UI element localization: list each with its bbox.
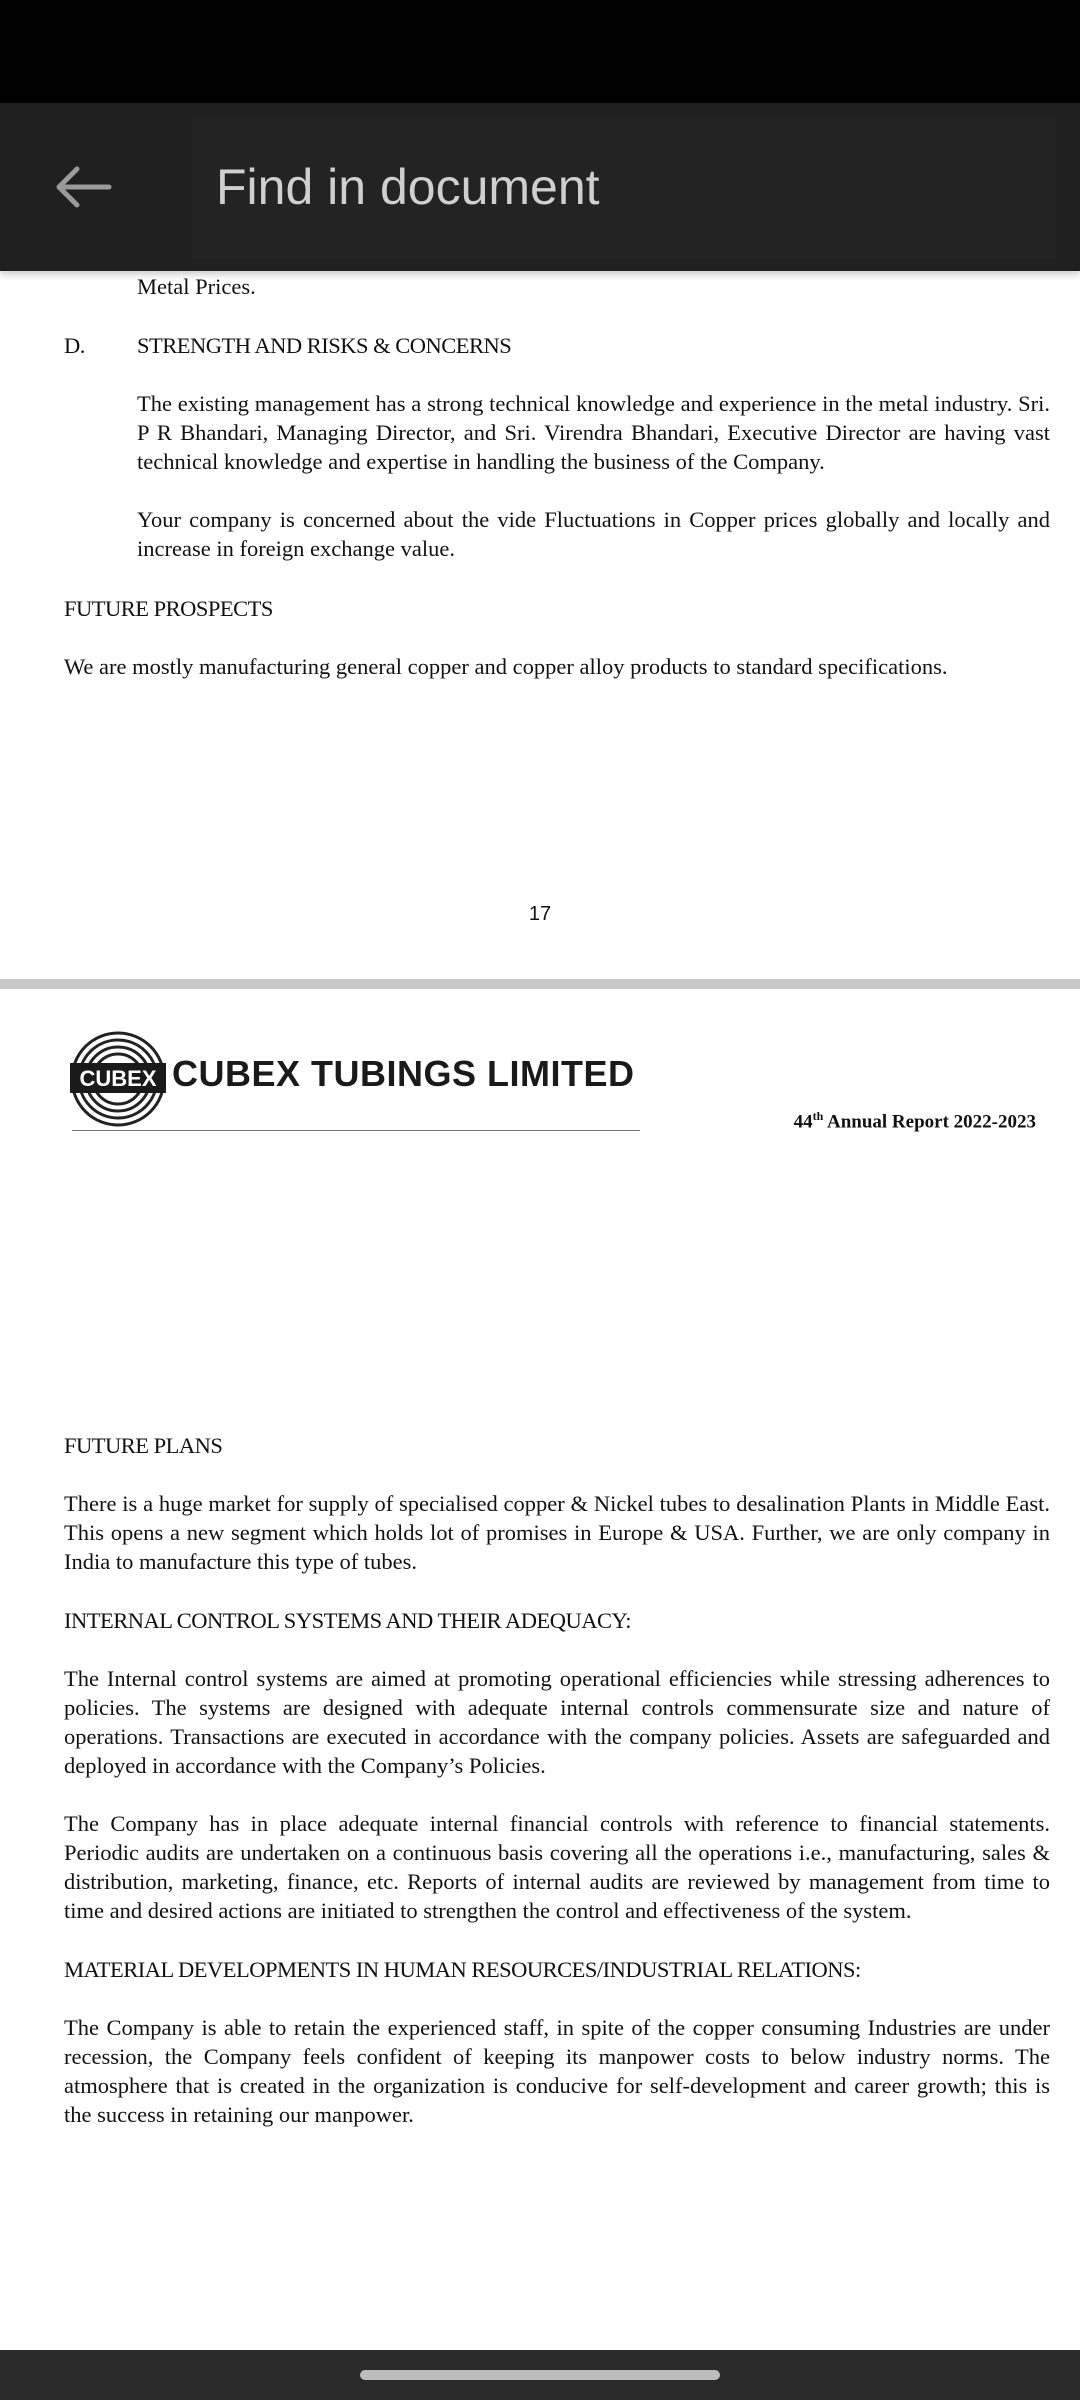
home-gesture-handle[interactable] bbox=[360, 2370, 720, 2380]
company-name: CUBEX TUBINGS LIMITED bbox=[172, 1053, 635, 1094]
section-heading: FUTURE PROSPECTS bbox=[64, 596, 273, 621]
paragraph: The Internal control systems are aimed at promoting operational efficiencies while stressing adherences to policies. The systems are designed with adequate internal controls commensurate size and nature of operations. Transactions are executed in accordance with the company policies. Assets are safeguarded and deployed in accordance with the Company’s Policies. bbox=[64, 1666, 1050, 1778]
paragraph: Your company is concerned about the vide Fluctuations in Copper prices globally and locally and increase in foreign exchange value. bbox=[137, 507, 1050, 561]
section-heading: INTERNAL CONTROL SYSTEMS AND THEIR ADEQUACY: bbox=[64, 1608, 631, 1633]
report-title bbox=[794, 1109, 1036, 1133]
page-divider bbox=[0, 979, 1080, 989]
paragraph: The Company is able to retain the experienced staff, in spite of the copper consuming Industries are under recession, the Company feels confident of keeping its manpower costs to below industry norms. The atmosphere that is created in the organization is conducive for self-development and career growth; this is the success in retaining our manpower. bbox=[64, 2015, 1050, 2127]
cubex-logo-icon bbox=[70, 1027, 166, 1136]
document-page-18 bbox=[0, 989, 1080, 2350]
find-input[interactable] bbox=[192, 115, 1056, 259]
paragraph: There is a huge market for supply of specialised copper & Nickel tubes to desalination Plants in Middle East. This opens a new segment which holds lot of promises in Europe & USA. Further, we are only company in India to manufacture this type of tubes. bbox=[64, 1491, 1050, 1574]
navigation-bar bbox=[0, 2350, 1080, 2400]
status-bar bbox=[0, 0, 1080, 103]
section-letter: D. bbox=[64, 333, 85, 358]
report-label: Annual Report 2022-2023 bbox=[823, 1111, 1036, 1133]
document-viewer[interactable] bbox=[0, 271, 1080, 2350]
paragraph: We are mostly manufacturing general copper and copper alloy products to standard specifications. bbox=[64, 654, 948, 679]
text-line: Metal Prices. bbox=[137, 274, 256, 299]
report-number: 44 bbox=[793, 1111, 813, 1133]
section-heading: FUTURE PLANS bbox=[64, 1433, 223, 1458]
page-number: 17 bbox=[528, 903, 552, 925]
back-button[interactable] bbox=[40, 147, 126, 227]
find-toolbar bbox=[0, 103, 1080, 271]
header-rule bbox=[72, 1130, 640, 1131]
arrow-left-icon bbox=[53, 165, 113, 209]
paragraph: The existing management has a strong technical knowledge and experience in the metal industry. Sri. P R Bhandari, Managing Director, and Sri. Virendra Bhandari, Executive Director are having vast technical knowledge and expertise in handling the business of the Company. bbox=[137, 391, 1050, 474]
section-heading: MATERIAL DEVELOPMENTS IN HUMAN RESOURCES/INDUSTRIAL RELATIONS: bbox=[64, 1957, 861, 1982]
logo-text: CUBEX bbox=[79, 1066, 157, 1091]
document-page-17 bbox=[0, 271, 1080, 979]
section-heading: STRENGTH AND RISKS & CONCERNS bbox=[137, 333, 512, 358]
report-ordinal: th bbox=[812, 1109, 824, 1123]
paragraph: The Company has in place adequate internal financial controls with reference to financial statements. Periodic audits are undertaken on a continuous basis covering all the operations i.e., manufacturing, sales & distribution, marketing, finance, etc. Reports of internal audits are reviewed by management from time to time and desired actions are initiated to strengthen the control and effectiveness of the system. bbox=[64, 1811, 1050, 1923]
